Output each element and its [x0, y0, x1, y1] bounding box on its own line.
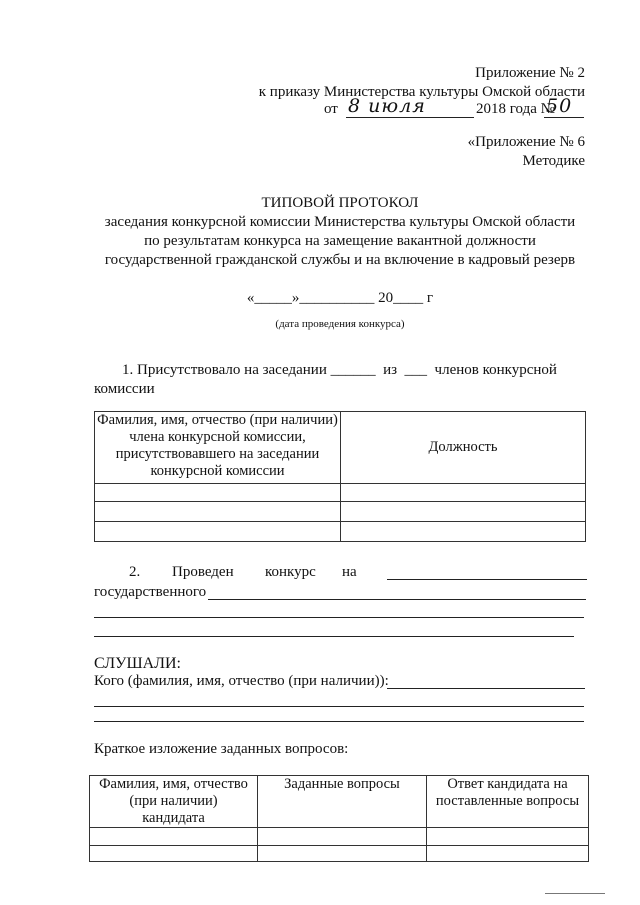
section2-blank-3 — [94, 617, 584, 618]
section2-word-contest: конкурс — [265, 564, 316, 580]
table2-header-candidate: Фамилия, имя, отчество (при наличии) кандидата — [90, 776, 258, 828]
title-sub-3: государственной гражданской службы и на включение в кадровый резерв — [104, 252, 576, 268]
table-cell — [95, 502, 341, 522]
appendix-number: Приложение № 2 — [475, 65, 585, 81]
table-cell — [90, 828, 258, 846]
footer-mark — [545, 893, 605, 894]
order-reference: к приказу Министерства культуры Омской области — [258, 84, 585, 100]
section1-line2: комиссии — [94, 381, 155, 397]
section2-blank-1 — [387, 579, 587, 580]
date-prefix: от — [324, 101, 338, 117]
appendix-block — [468, 133, 585, 171]
section2-blank-2 — [208, 599, 586, 600]
table-cell — [90, 846, 258, 862]
title-main: ТИПОВОЙ ПРОТОКОЛ — [261, 195, 419, 211]
attendance-table — [94, 411, 586, 542]
table-cell — [341, 502, 586, 522]
appendix-methodology: Методике — [522, 153, 585, 169]
table-cell — [427, 846, 589, 862]
table-cell — [427, 828, 589, 846]
table-cell — [95, 484, 341, 502]
table1-header-position: Должность — [341, 412, 586, 484]
table-cell — [341, 522, 586, 542]
heard-title: СЛУШАЛИ: — [94, 655, 181, 672]
heard-blank-3 — [94, 721, 584, 722]
document-title — [70, 194, 610, 270]
table2-header-answers: Ответ кандидата на поставленные вопросы — [427, 776, 589, 828]
competition-date: «_____»__________ 20____ г — [246, 290, 434, 306]
appendix-6: «Приложение № 6 — [467, 134, 585, 150]
competition-date-caption: (дата проведения конкурса) — [275, 318, 405, 330]
table-cell — [258, 846, 427, 862]
table-cell — [341, 484, 586, 502]
title-sub-2: по результатам конкурса на замещение вакантной должности — [144, 233, 536, 249]
title-sub-1: заседания конкурсной комиссии Министерства культуры Омской области — [104, 214, 576, 230]
heard-blank-1 — [387, 688, 585, 689]
heard-blank-2 — [94, 706, 584, 707]
order-date-line — [320, 95, 590, 121]
section1-line1: 1. Присутствовало на заседании ______ из ___ членов конкурсной — [122, 362, 557, 378]
table-cell — [95, 522, 341, 542]
section2-word-conducted: Проведен — [172, 564, 234, 580]
table1-header-name: Фамилия, имя, отчество (при наличии) члена конкурсной комиссии, присутствовавшего на заседании конкурсной комиссии — [95, 412, 341, 484]
section2-word-for: на — [342, 564, 357, 580]
heard-who: Кого (фамилия, имя, отчество (при наличии)): — [94, 673, 389, 689]
handwritten-date: 8 июля — [348, 95, 426, 117]
year-text: 2018 года № — [476, 101, 555, 117]
section2-number: 2. — [129, 564, 141, 580]
number-underline — [544, 117, 584, 118]
questions-table — [89, 775, 589, 862]
handwritten-number: 50 — [546, 95, 573, 117]
table2-header-questions: Заданные вопросы — [258, 776, 427, 828]
section2-blank-4 — [94, 636, 574, 637]
section2-line2: государственного — [94, 584, 207, 600]
summary-label: Краткое изложение заданных вопросов: — [94, 741, 349, 757]
table-cell — [258, 828, 427, 846]
date-underline — [346, 117, 474, 118]
